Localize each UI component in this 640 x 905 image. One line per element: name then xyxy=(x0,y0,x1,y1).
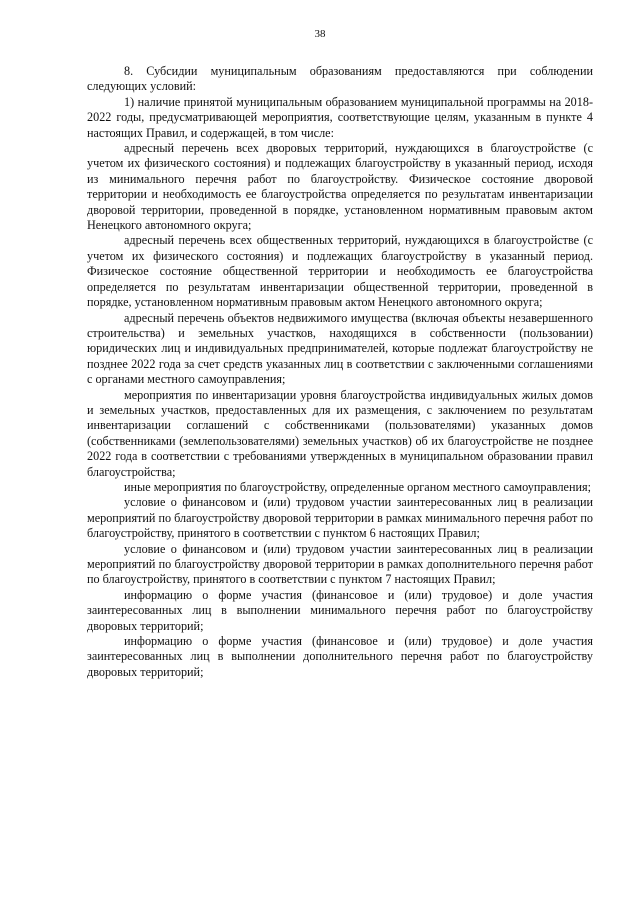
page-number: 38 xyxy=(314,28,326,40)
paragraph-participation-additional: условие о финансовом и (или) трудовом участии заинтересованных лиц в реализации мероприятий по благоустройству дворовой территории в рамках дополнительного перечня работ по благоустройству, принятого в соответствии с пунктом 7 настоящих Правил; xyxy=(87,541,593,587)
paragraph-info-minimal: информацию о форме участия (финансовое и (или) трудовое) и доле участия заинтересованных лиц в выполнении минимального перечня работ по благоустройству дворовых территорий; xyxy=(87,587,593,633)
paragraph-other-measures: иные мероприятия по благоустройству, определенные органом местного самоуправления; xyxy=(124,479,591,494)
document-body xyxy=(87,64,593,680)
paragraph-participation-minimal: условие о финансовом и (или) трудовом участии заинтересованных лиц в реализации мероприятий по благоустройству дворовой территории в рамках минимального перечня работ по благоустройству, принятого в соответствии с пунктом 6 настоящих Правил; xyxy=(87,495,594,541)
paragraph-inventory-measures: мероприятия по инвентаризации уровня благоустройства индивидуальных жилых домов и земельных участков, предоставленных для их размещения, с заключением по результатам инвентаризации соглашений с собственниками (пользователями) указанных домов (собственниками (землепользователями) земельных участков) об их благоустройстве не позднее 2022 года в соответствии с требованиями утвержденных в муниципальном образовании правил благоустройства; xyxy=(87,387,593,479)
paragraph-condition-1: 1) наличие принятой муниципальным образованием муниципальной программы на 2018-2022 годы, предусматривающей мероприятия, соответствующие целям, указанным в пункте 4 настоящих Правил, и содержащей, в том числе: xyxy=(87,94,593,140)
paragraph-public-territories-list: адресный перечень всех общественных территорий, нуждающихся в благоустройстве (с учетом их физического состояния) и подлежащих благоустройству в указанный период. Физическое состояние общественной территории и необходимость ее благоустройства определяется по результатам инвентаризации общественной территории, проведенной в порядке, установленном нормативным правовым актом Ненецкого автономного округа; xyxy=(87,233,593,310)
paragraph-yard-territories-list: адресный перечень всех дворовых территорий, нуждающихся в благоустройстве (с учетом их физического состояния) и подлежащих благоустройству в указанный период, исходя из минимального перечня работ по благоустройству. Физическое состояние дворовой территории и необходимость ее благоустройства определяется по результатам инвентаризации дворовой территории, проведенной в порядке, установленном нормативным правовым актом Ненецкого автономного округа; xyxy=(87,141,593,233)
paragraph-info-additional: информацию о форме участия (финансовое и (или) трудовое) и доле участия заинтересованных лиц в выполнении дополнительного перечня работ по благоустройству дворовых территорий; xyxy=(87,634,593,679)
paragraph-item-8-intro: 8. Субсидии муниципальным образованиям предоставляются при соблюдении следующих условий: xyxy=(87,64,593,94)
paragraph-real-estate-list: адресный перечень объектов недвижимого имущества (включая объекты незавершенного строительства) и земельных участков, находящихся в собственности (пользовании) юридических лиц и индивидуальных предпринимателей, которые подлежат благоустройству не позднее 2022 года за счет средств указанных лиц в соответствии с заключенными соглашениями с органами местного самоуправления; xyxy=(87,310,593,387)
